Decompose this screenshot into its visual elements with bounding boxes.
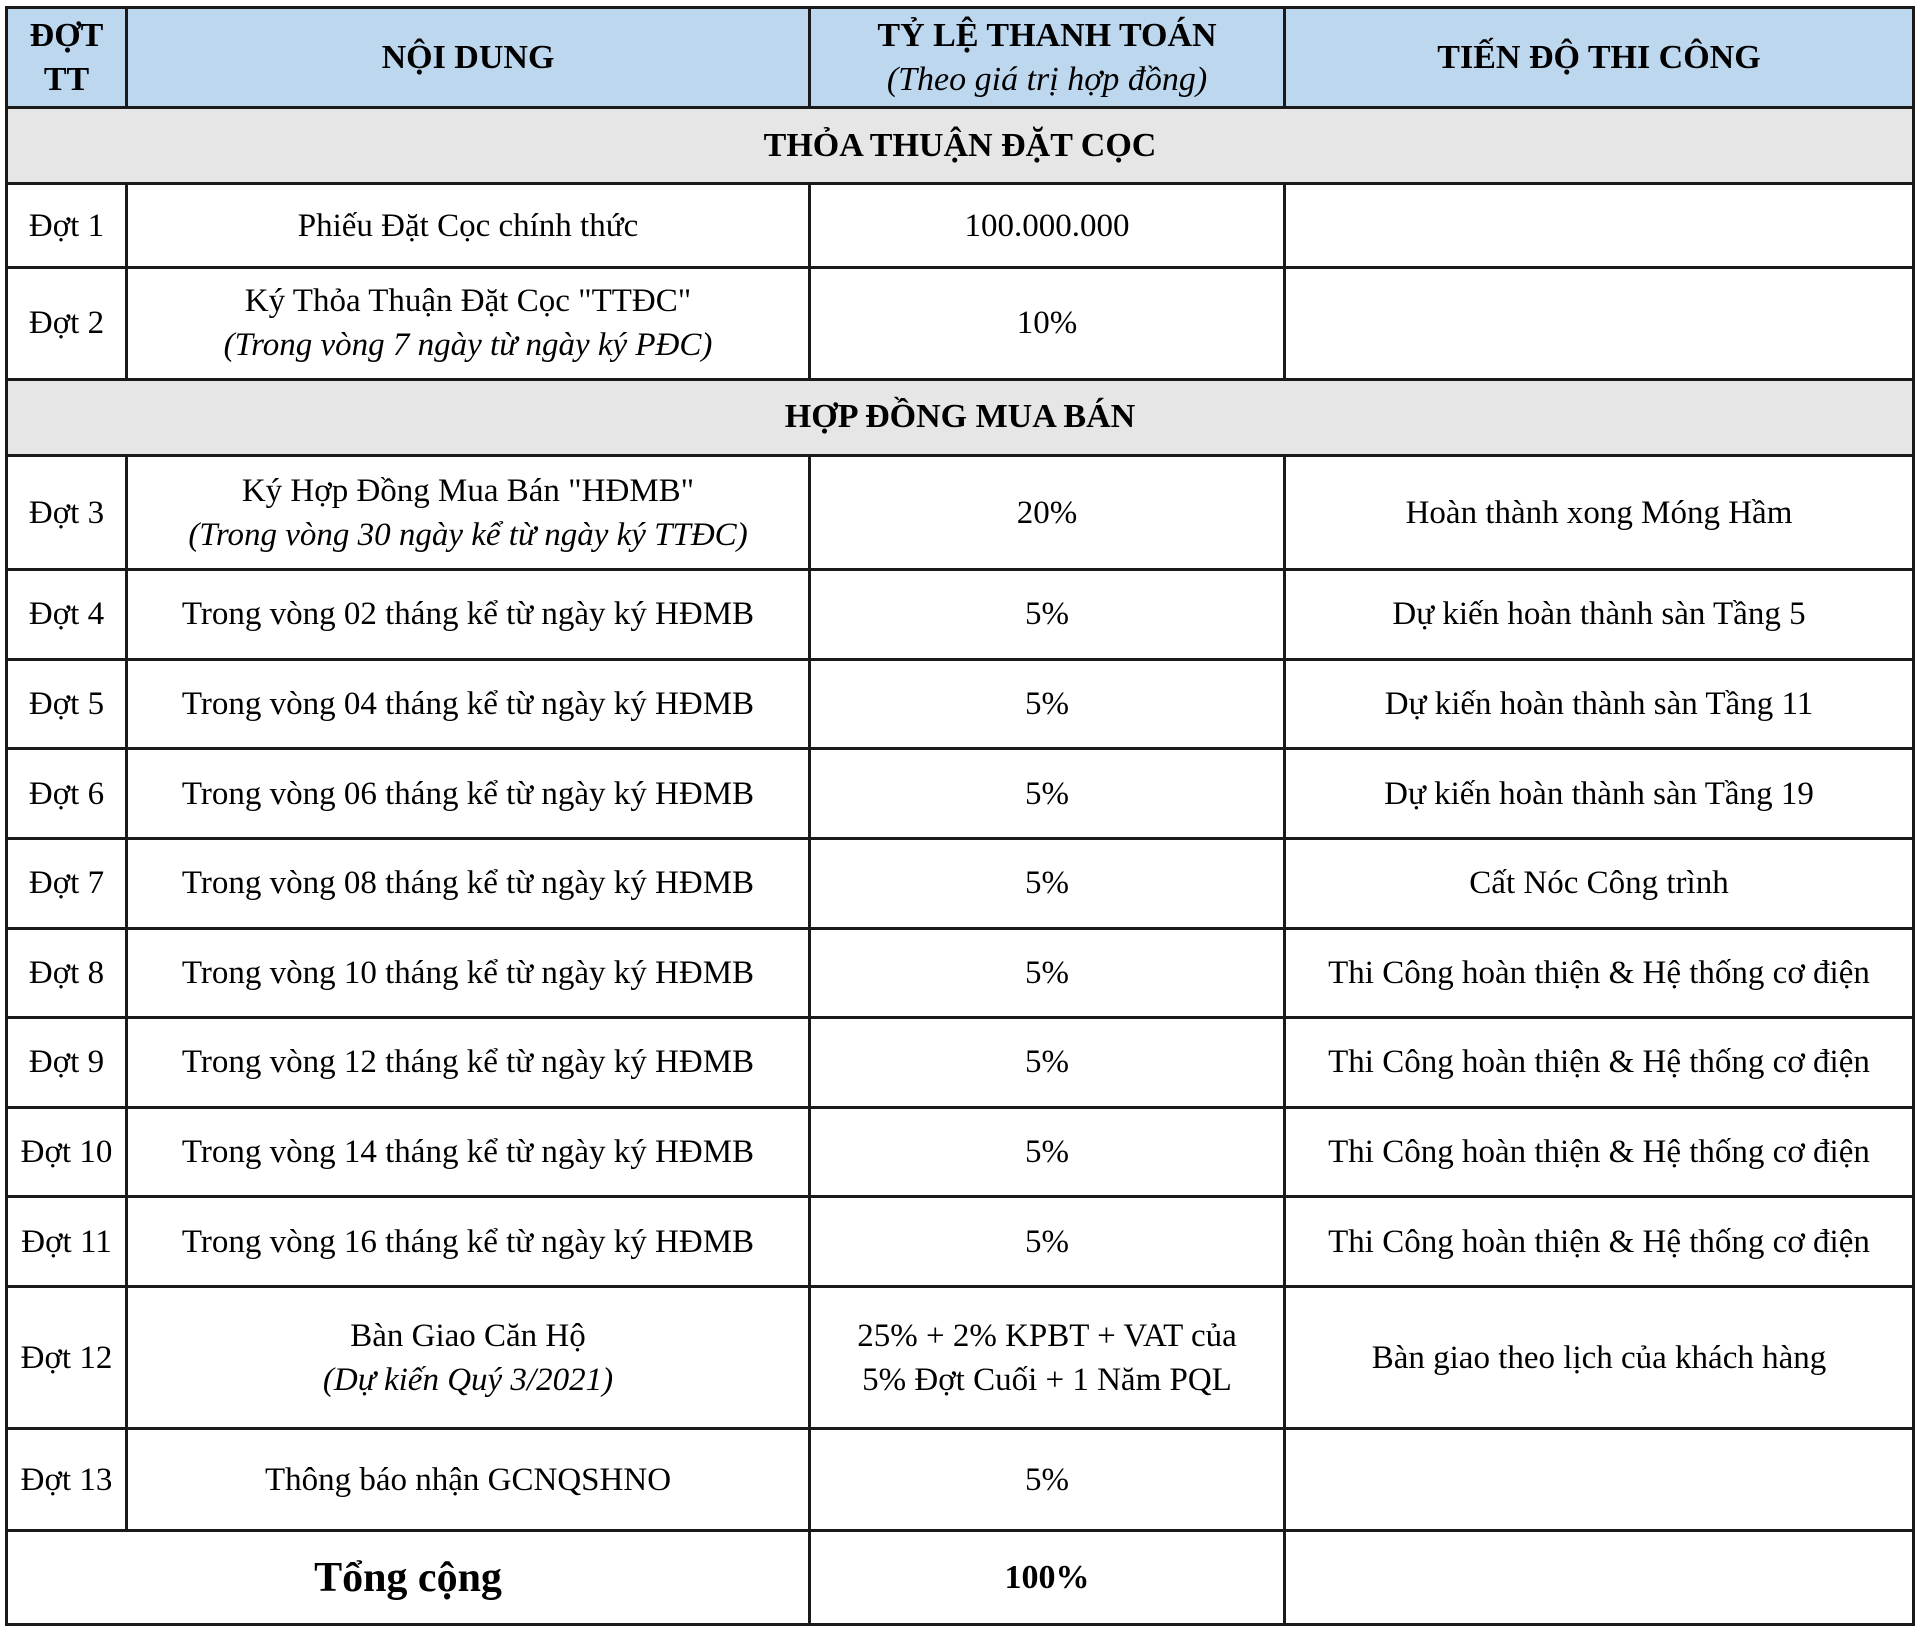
- table-row: [7, 570, 1914, 660]
- content-cell: Trong vòng 02 tháng kể từ ngày ký HĐMB: [127, 570, 810, 660]
- header-content: NỘI DUNG: [127, 8, 810, 108]
- rate-cell: 5%: [810, 749, 1285, 839]
- rate-cell: 5%: [810, 1197, 1285, 1287]
- table-row: [7, 1018, 1914, 1108]
- stage-cell: Đợt 8: [7, 928, 127, 1018]
- content-note: (Trong vòng 30 ngày kể từ ngày ký TTĐC): [188, 516, 748, 553]
- progress-cell: Dự kiến hoàn thành sàn Tầng 19: [1285, 749, 1914, 839]
- progress-cell: Thi Công hoàn thiện & Hệ thống cơ điện: [1285, 928, 1914, 1018]
- header-stage: ĐỢT TT: [7, 8, 127, 108]
- total-label: Tổng cộng: [7, 1531, 810, 1625]
- content-note: (Dự kiến Quý 3/2021): [322, 1361, 614, 1398]
- progress-cell: [1285, 1429, 1914, 1531]
- rate-cell: 5%: [810, 1107, 1285, 1197]
- rate-cell: 5%: [810, 570, 1285, 660]
- content-cell: Trong vòng 08 tháng kể từ ngày ký HĐMB: [127, 838, 810, 928]
- content-cell: Trong vòng 04 tháng kể từ ngày ký HĐMB: [127, 659, 810, 749]
- stage-cell: Đợt 5: [7, 659, 127, 749]
- content-cell: [127, 267, 810, 379]
- header-rate: [810, 8, 1285, 108]
- rate-cell: [810, 1286, 1285, 1429]
- rate-cell: 5%: [810, 1018, 1285, 1108]
- table-row: [7, 838, 1914, 928]
- content-main: Bàn Giao Căn Hộ: [350, 1317, 586, 1354]
- table-row: [7, 267, 1914, 379]
- content-main: Ký Thỏa Thuận Đặt Cọc "TTĐC": [244, 283, 692, 320]
- rate-cell: 5%: [810, 838, 1285, 928]
- table-row: [7, 749, 1914, 839]
- content-note: (Trong vòng 7 ngày từ ngày ký PĐC): [223, 327, 713, 364]
- progress-cell: Hoàn thành xong Móng Hầm: [1285, 456, 1914, 570]
- rate-cell: 5%: [810, 928, 1285, 1018]
- progress-cell: Cất Nóc Công trình: [1285, 838, 1914, 928]
- content-cell: Thông báo nhận GCNQSHNO: [127, 1429, 810, 1531]
- payment-schedule-table: [5, 6, 1915, 1626]
- progress-cell: Dự kiến hoàn thành sàn Tầng 5: [1285, 570, 1914, 660]
- header-progress: TIẾN ĐỘ THI CÔNG: [1285, 8, 1914, 108]
- stage-cell: Đợt 10: [7, 1107, 127, 1197]
- rate-cell: 10%: [810, 267, 1285, 379]
- content-cell: Trong vòng 16 tháng kể từ ngày ký HĐMB: [127, 1197, 810, 1287]
- content-cell: Trong vòng 10 tháng kể từ ngày ký HĐMB: [127, 928, 810, 1018]
- total-progress-empty: [1285, 1531, 1914, 1625]
- progress-cell: [1285, 267, 1914, 379]
- table-row: [7, 456, 1914, 570]
- content-cell: Phiếu Đặt Cọc chính thức: [127, 184, 810, 267]
- stage-cell: Đợt 3: [7, 456, 127, 570]
- content-cell: Trong vòng 14 tháng kể từ ngày ký HĐMB: [127, 1107, 810, 1197]
- rate-cell: 20%: [810, 456, 1285, 570]
- progress-cell: Thi Công hoàn thiện & Hệ thống cơ điện: [1285, 1107, 1914, 1197]
- section-row-deposit: [7, 108, 1914, 184]
- progress-cell: Bàn giao theo lịch của khách hàng: [1285, 1286, 1914, 1429]
- rate-cell: 5%: [810, 659, 1285, 749]
- stage-cell: Đợt 2: [7, 267, 127, 379]
- stage-cell: Đợt 1: [7, 184, 127, 267]
- total-row: [7, 1531, 1914, 1625]
- stage-cell: Đợt 11: [7, 1197, 127, 1287]
- stage-cell: Đợt 4: [7, 570, 127, 660]
- header-rate-main: TỶ LỆ THANH TOÁN: [877, 16, 1217, 54]
- rate-line-2: 5% Đợt Cuối + 1 Năm PQL: [862, 1361, 1232, 1398]
- stage-cell: Đợt 9: [7, 1018, 127, 1108]
- rate-cell: 100.000.000: [810, 184, 1285, 267]
- table-row: [7, 1107, 1914, 1197]
- section-row-contract: [7, 379, 1914, 455]
- rate-line-1: 25% + 2% KPBT + VAT của: [857, 1317, 1237, 1354]
- stage-cell: Đợt 7: [7, 838, 127, 928]
- content-cell: [127, 1286, 810, 1429]
- content-cell: Trong vòng 12 tháng kể từ ngày ký HĐMB: [127, 1018, 810, 1108]
- table-row: [7, 928, 1914, 1018]
- header-rate-sub: (Theo giá trị hợp đồng): [886, 60, 1208, 98]
- table-header-row: [7, 8, 1914, 108]
- content-cell: Trong vòng 06 tháng kể từ ngày ký HĐMB: [127, 749, 810, 839]
- table-row: [7, 184, 1914, 267]
- content-main: Ký Hợp Đồng Mua Bán "HĐMB": [241, 472, 695, 509]
- section-title-contract: HỢP ĐỒNG MUA BÁN: [7, 379, 1914, 455]
- progress-cell: [1285, 184, 1914, 267]
- table-row: [7, 1429, 1914, 1531]
- stage-cell: Đợt 13: [7, 1429, 127, 1531]
- stage-cell: Đợt 12: [7, 1286, 127, 1429]
- rate-cell: 5%: [810, 1429, 1285, 1531]
- table-row: [7, 659, 1914, 749]
- table-row: [7, 1197, 1914, 1287]
- content-cell: [127, 456, 810, 570]
- progress-cell: Dự kiến hoàn thành sàn Tầng 11: [1285, 659, 1914, 749]
- total-value: 100%: [810, 1531, 1285, 1625]
- table-row: [7, 1286, 1914, 1429]
- progress-cell: Thi Công hoàn thiện & Hệ thống cơ điện: [1285, 1197, 1914, 1287]
- stage-cell: Đợt 6: [7, 749, 127, 839]
- section-title-deposit: THỎA THUẬN ĐẶT CỌC: [7, 108, 1914, 184]
- progress-cell: Thi Công hoàn thiện & Hệ thống cơ điện: [1285, 1018, 1914, 1108]
